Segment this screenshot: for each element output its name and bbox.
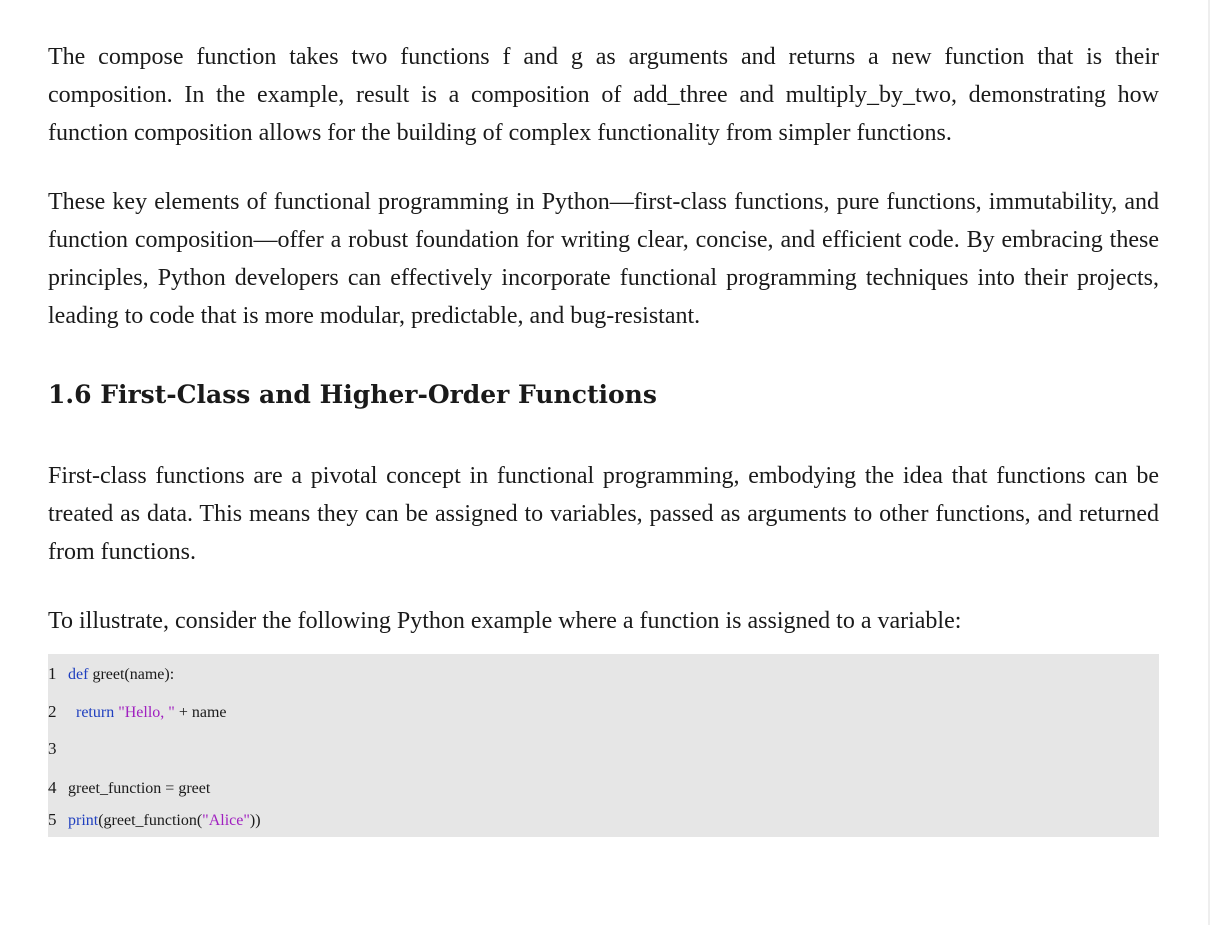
code-line-3 <box>48 738 68 760</box>
line-number: 5 <box>48 810 57 829</box>
code-text: (greet_function( <box>98 812 203 829</box>
line-number: 1 <box>48 664 57 683</box>
document-page <box>48 38 1159 671</box>
paragraph-compose: The compose function takes two functions f and g as arguments and returns a new function that is their composition. In the example, result is a composition of add_three and multiply_by_two, demonstrating how function composition allows for the building of complex functionality from simpler functions. <box>48 44 1159 146</box>
code-string: "Alice" <box>202 812 250 829</box>
code-line-5 <box>48 809 261 831</box>
code-text: greet(name): <box>88 666 175 683</box>
code-keyword: def <box>68 666 89 683</box>
code-text: + name <box>174 704 227 721</box>
paragraph-key-elements: These key elements of functional programming in Python—first-class functions, pure functions, immutability, and function composition—offer a robust foundation for writing clear, concise, and efficient code. By embracing these principles, Python developers can effectively incorporate functional programming techniques into their projects, leading to code that is more modular, predictable, and bug-resistant. <box>48 189 1159 329</box>
section-heading: 1.6 First-Class and Higher-Order Functions <box>48 380 657 409</box>
line-number: 2 <box>48 702 57 721</box>
code-line-4 <box>48 777 210 799</box>
code-indent <box>68 704 76 721</box>
line-number: 4 <box>48 778 57 797</box>
code-keyword: return <box>76 704 115 721</box>
code-keyword: print <box>68 812 99 829</box>
line-number: 3 <box>48 739 57 758</box>
code-string: "Hello, " <box>114 704 175 721</box>
code-text: )) <box>249 812 261 829</box>
code-text: greet_function = greet <box>68 780 211 797</box>
code-block <box>48 654 1159 837</box>
code-line-1 <box>48 663 174 685</box>
paragraph-illustrate: To illustrate, consider the following Python example where a function is assigned to a variable: <box>48 608 962 634</box>
paragraph-first-class: First-class functions are a pivotal concept in functional programming, embodying the idea that functions can be treated as data. This means they can be assigned to variables, passed as arguments to other functions, and returned from functions. <box>48 463 1159 565</box>
code-line-2 <box>48 701 226 723</box>
